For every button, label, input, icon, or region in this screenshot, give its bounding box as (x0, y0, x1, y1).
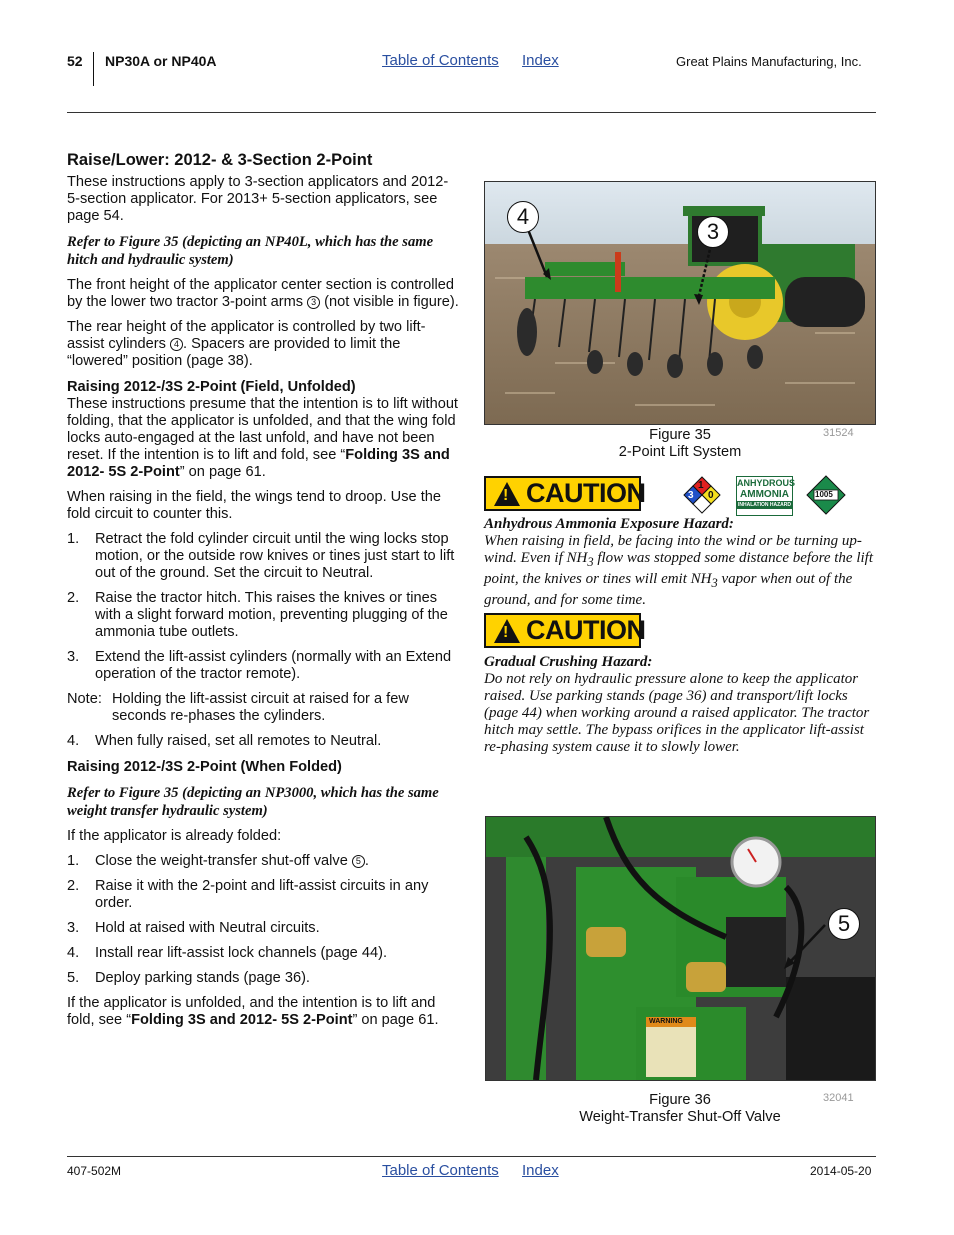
index-link-footer[interactable]: Index (522, 1162, 559, 1179)
warning-icon: ! (494, 619, 520, 643)
hazard-body-1: When raising in field, be facing into the wind or be turning up-wind. Even if $NH_3$ flow was stopped some distance before the lift point, the knives or tines will emit $NH_3$ vapor when out of the ground, and for some time. (484, 533, 873, 608)
hazard-body-2: Do not rely on hydraulic pressure alone to keep the applicator raised. Use parking stands (page 36) and transport/lift locks (page 44) when working around a raised applicator. The tractor hitch may settle. The bypass orifices in the applicator lift-assist re-phasing system cause it to slowly lower. (484, 671, 870, 755)
figure-35-label: Figure 35 (649, 427, 711, 443)
figure-35-id: 31524 (823, 427, 854, 439)
list-item: 1. Retract the fold cylinder circuit until the wing locks stop motion, or the outside row knives or tines just start to lift out of the ground. Set the circuit to Neutral. (67, 531, 455, 581)
footer-rule (67, 1156, 876, 1157)
list-item: 2. Raise it with the 2-point and lift-assist circuits in any order. (67, 878, 429, 911)
note: Note: Holding the lift-assist circuit at raised for a few seconds re-phases the cylinders. (67, 691, 409, 724)
callout-ref-3: 3 (307, 296, 320, 309)
hazard-title-2: Gradual Crushing Hazard: (484, 654, 653, 670)
doc-date: 2014-05-20 (810, 1164, 872, 1178)
caution-label-1: ! CAUTION (484, 476, 641, 511)
caution-label-2: ! CAUTION (484, 613, 641, 648)
presume-paragraph: These instructions presume that the intention is to lift without folding, that the applicator is unfolded, and that the wing fold locks auto-engaged at the last unfold, and have not been reset. If the intention is to lift and fold, see “Folding 3S and 2012- 5S 2-Point” on page 61. (67, 396, 458, 480)
applicator-field-illustration (485, 182, 875, 424)
warning-decal-text: WARNING (649, 1018, 683, 1025)
header-rule (67, 112, 876, 113)
list-item: 5. Deploy parking stands (page 36). (67, 970, 310, 986)
un-number: 1005 (815, 490, 833, 499)
toc-link-footer[interactable]: Table of Contents (382, 1162, 499, 1179)
list-item: 2. Raise the tractor hitch. This raises the knives or tines with a slight forward motion, preventing plugging of the ammonia tube outlets. (67, 590, 448, 640)
callout-ref-4: 4 (170, 338, 183, 351)
if-folded-paragraph: If the applicator is already folded: (67, 828, 282, 844)
callout-5: 5 (828, 908, 860, 940)
model-name: NP30A or NP40A (105, 53, 217, 69)
step-list-unfolded (67, 531, 459, 683)
folding-reference: Folding 3S and 2012- 5S 2-Point (67, 447, 450, 480)
folding-reference-2: Folding 3S and 2012- 5S 2-Point (131, 1012, 353, 1028)
valve-assembly-illustration (486, 817, 875, 1080)
hazard-text-1 (484, 516, 879, 609)
callout-4: 4 (507, 201, 539, 233)
figure-36-photo (485, 816, 876, 1081)
nfpa-flammability: 1 (698, 480, 704, 491)
list-item: 3. Hold at raised with Neutral circuits. (67, 920, 320, 936)
rear-height-paragraph: The rear height of the applicator is controlled by two lift-assist cylinders 4 . Spacers are provided to limit the “lowered” position (page 38). (67, 319, 426, 369)
company-name: Great Plains Manufacturing, Inc. (676, 54, 862, 69)
ammonia-sign: ANHYDROUS AMMONIA INHALATION HAZARD (736, 476, 793, 516)
list-item: 4. When fully raised, set all remotes to Neutral. (67, 733, 382, 749)
figure-35-photo (484, 181, 876, 425)
front-height-paragraph: The front height of the applicator center section is controlled by the lower two tractor 3-point arms 3 (not visible in figure). (67, 277, 459, 310)
callout-ref-5: 5 (352, 855, 365, 868)
figure-35-title: 2-Point Lift System (618, 444, 742, 460)
figure-36-id: 32041 (823, 1092, 854, 1104)
intro-paragraph: These instructions apply to 3-section applicators and 2012- 5-section applicator. For 2013+ 5-section applicators, see page 54. (67, 174, 449, 224)
nfpa-instability: 0 (708, 490, 714, 501)
header-divider (93, 52, 94, 86)
hazard-text-2 (484, 654, 879, 756)
subheading-unfolded: Raising 2012-/3S 2-Point (Field, Unfolded) (67, 379, 356, 395)
nfpa-health: 3 (688, 490, 694, 501)
page-number: 52 (67, 53, 83, 69)
figure-36-label: Figure 36 (649, 1092, 711, 1108)
figure-reference-1: Refer to Figure 35 (depicting an NP40L, which has the same hitch and hydraulic system) (67, 234, 434, 268)
figure-35-caption (580, 427, 780, 461)
figure-36-caption (560, 1092, 800, 1126)
unfolded-paragraph: If the applicator is unfolded, and the intention is to lift and fold, see “Folding 3S and 2012- 5S 2-Point” on page 61. (67, 995, 439, 1028)
list-item: 1. Close the weight-transfer shut-off valve 5 . (67, 853, 369, 869)
figure-reference-2: Refer to Figure 35 (depicting an NP3000, which has the same weight transfer hydraulic system) (67, 785, 439, 819)
list-item: 3. Extend the lift-assist cylinders (normally with an Extend operation of the tractor remote). (67, 649, 452, 682)
warning-icon: ! (494, 482, 520, 506)
droop-paragraph: When raising in the field, the wings tend to droop. Use the fold circuit to counter this. (67, 489, 441, 522)
doc-number: 407-502M (67, 1164, 122, 1178)
figure-36-title: Weight-Transfer Shut-Off Valve (579, 1109, 781, 1125)
list-item: 4. Install rear lift-assist lock channels (page 44). (67, 945, 388, 961)
hazard-title-1: Anhydrous Ammonia Exposure Hazard: (484, 516, 734, 532)
left-column (67, 150, 459, 1037)
index-link-header[interactable]: Index (522, 52, 559, 69)
toc-link-header[interactable]: Table of Contents (382, 52, 499, 69)
section-title: Raise/Lower: 2012- & 3-Section 2-Point (67, 151, 373, 169)
callout-3: 3 (697, 216, 729, 248)
subheading-folded: Raising 2012-/3S 2-Point (When Folded) (67, 759, 342, 775)
